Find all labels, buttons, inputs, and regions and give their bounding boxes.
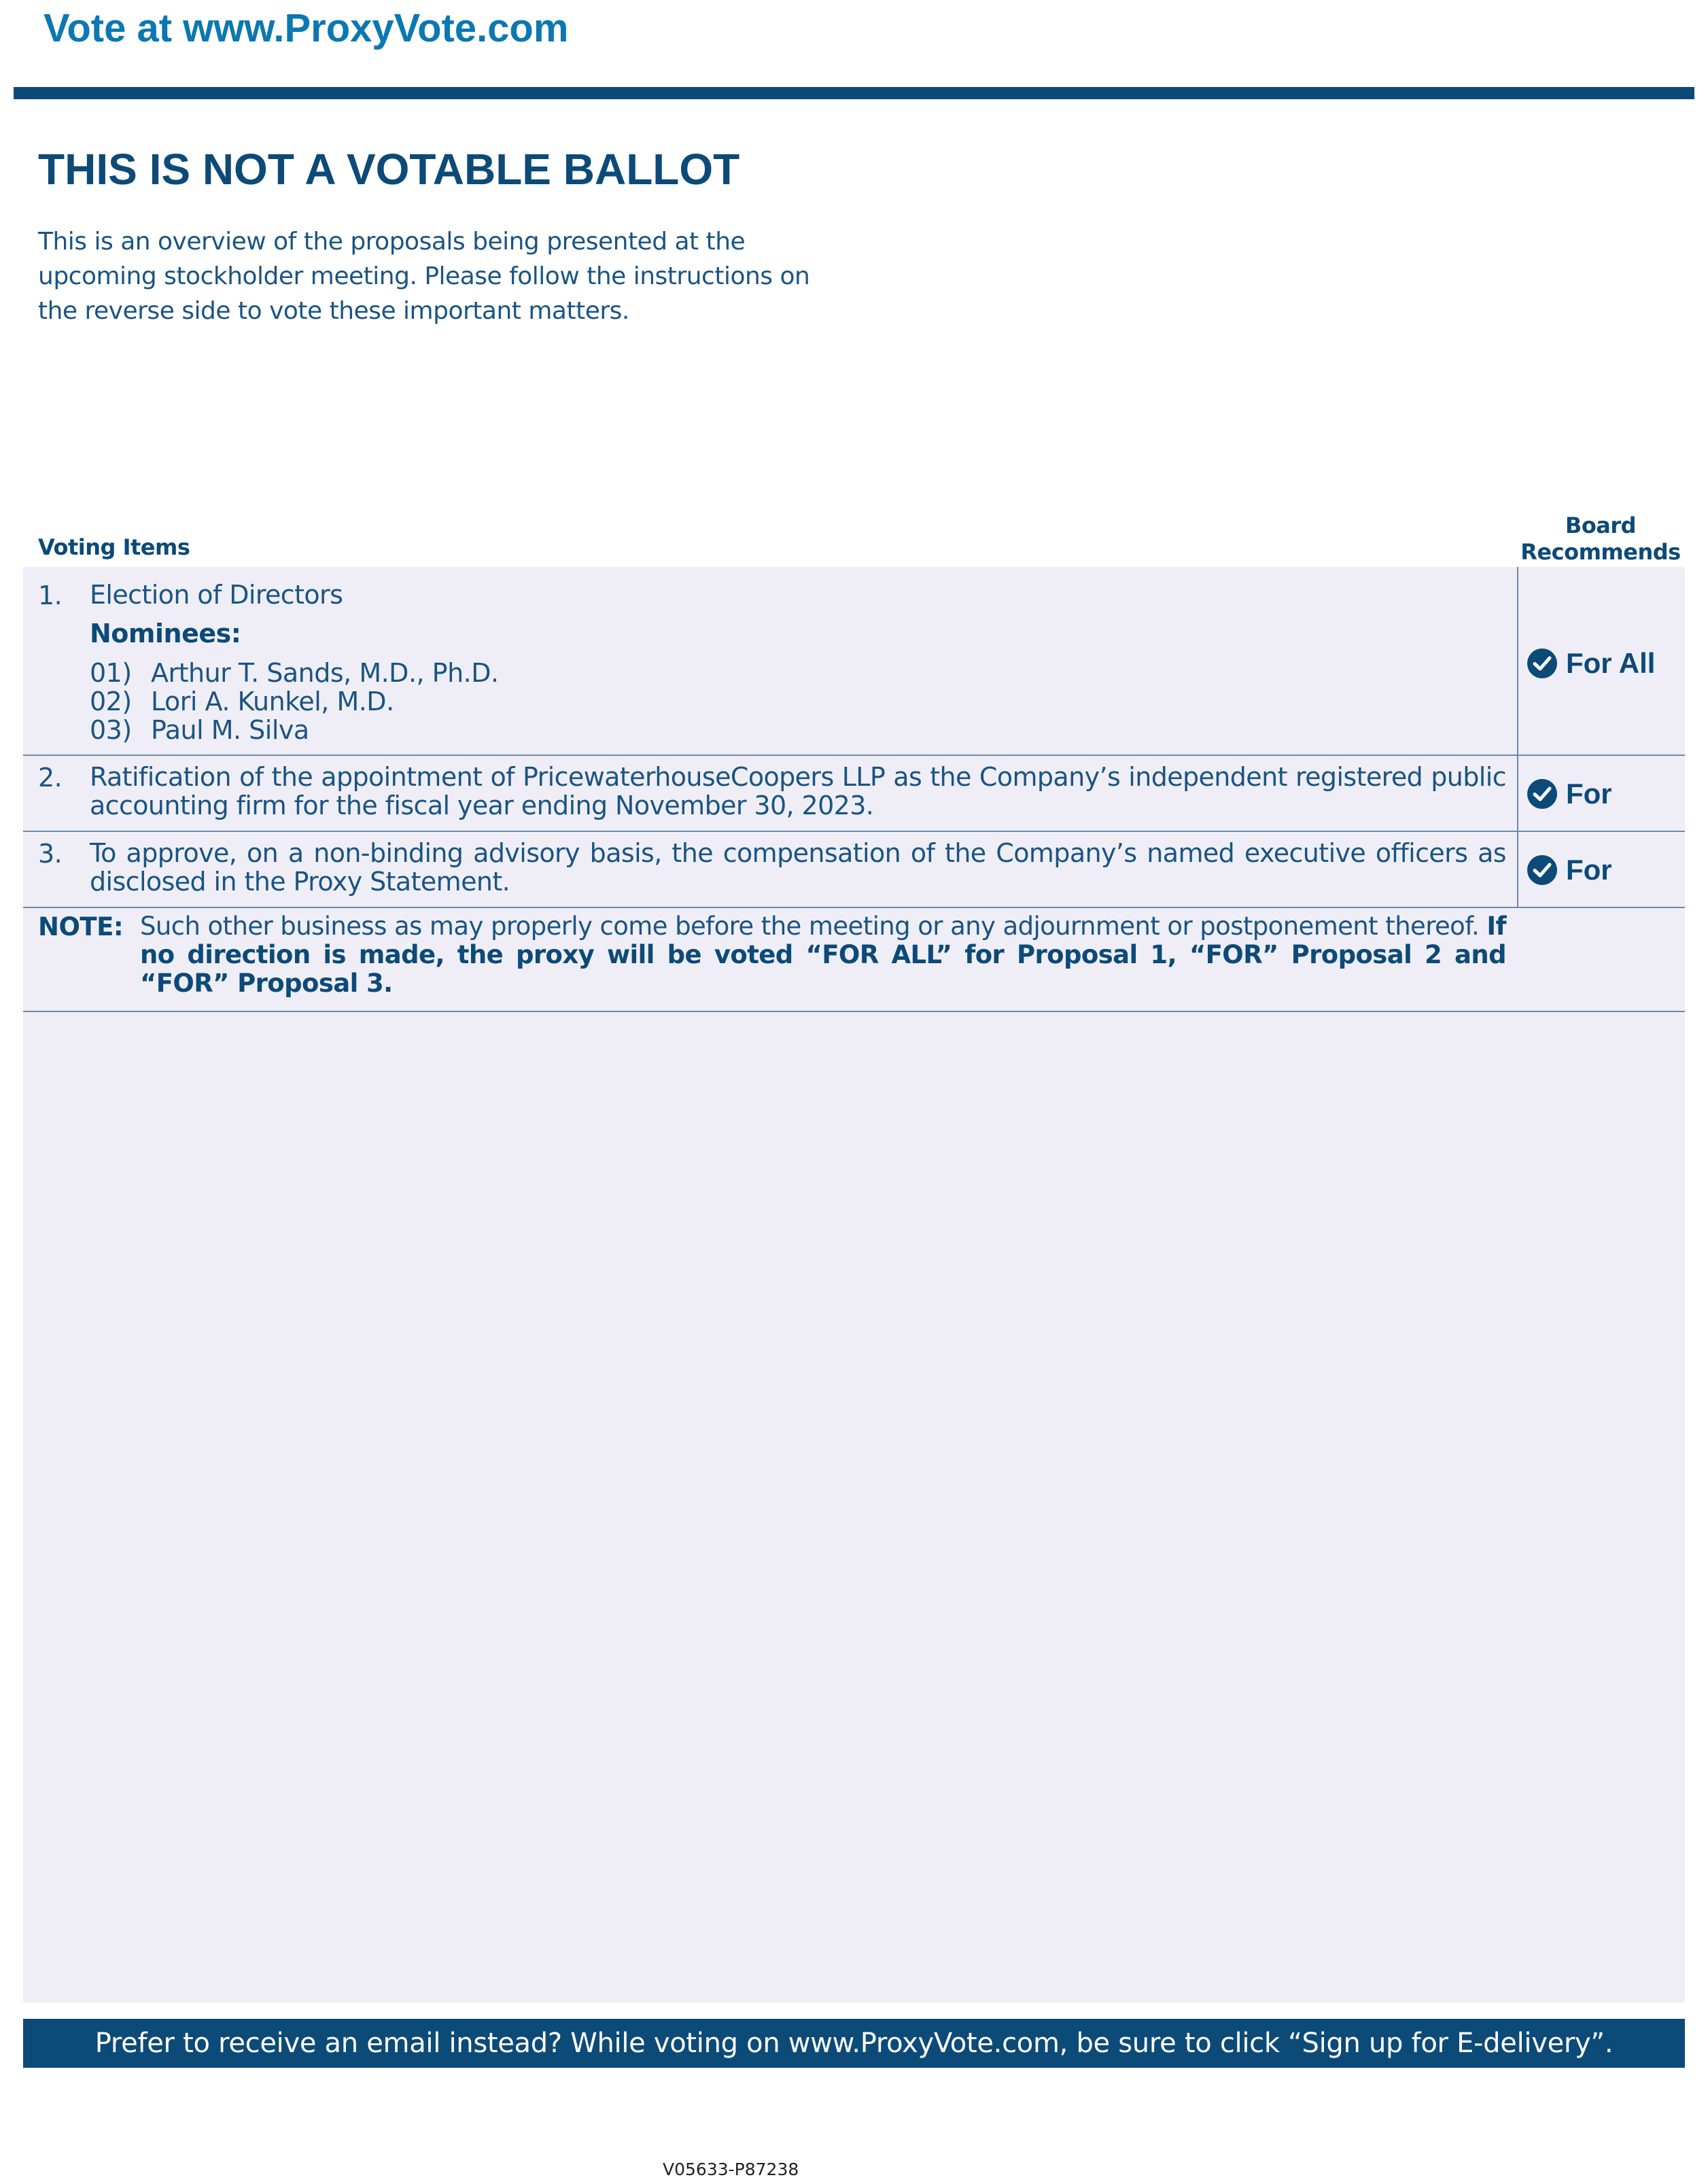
nominee-number: 01) xyxy=(90,658,132,688)
note-label: NOTE: xyxy=(38,912,124,941)
row-divider xyxy=(23,907,1685,908)
header-divider xyxy=(14,87,1694,99)
intro-line-3: the reverse side to vote these important matters. xyxy=(38,297,629,325)
document-code: V05633-P87238 xyxy=(663,2160,799,2179)
proposal-3-number: 3. xyxy=(38,839,63,869)
intro-line-2: upcoming stockholder meeting. Please follow the instructions on xyxy=(38,262,810,290)
row-divider xyxy=(23,1011,1685,1012)
intro-paragraph xyxy=(38,224,894,328)
board-recommends-line-1: Board xyxy=(1565,513,1637,538)
edelivery-text: Prefer to receive an email instead? While voting on www.ProxyVote.com, be sure to click “Sign up for E-delivery”. xyxy=(94,2028,1614,2059)
nominee-name: Arthur T. Sands, M.D., Ph.D. xyxy=(151,658,499,688)
edelivery-banner xyxy=(23,2019,1685,2068)
row-divider xyxy=(23,755,1685,756)
nominee-item xyxy=(90,687,394,716)
check-circle-icon xyxy=(1527,648,1558,679)
board-recommends-line-2: Recommends xyxy=(1520,539,1681,565)
row-divider xyxy=(23,831,1685,832)
proposal-1-recommendation xyxy=(1527,647,1655,680)
check-circle-icon xyxy=(1527,778,1558,810)
nominee-name: Lori A. Kunkel, M.D. xyxy=(151,687,394,716)
recommendation-label: For xyxy=(1566,778,1612,810)
check-circle-icon xyxy=(1527,854,1558,886)
note-text xyxy=(140,912,1506,998)
recommendation-label: For xyxy=(1566,854,1612,886)
note-body: Such other business as may properly come before the meeting or any adjournment or postponement thereof. xyxy=(140,912,1480,941)
nominee-number: 02) xyxy=(90,687,132,716)
nominee-name: Paul M. Silva xyxy=(151,715,309,745)
proposal-2-text: Ratification of the appointment of PricewaterhouseCoopers LLP as the Company’s independent registered public accounting firm for the fiscal year ending November 30, 2023. xyxy=(90,762,1506,820)
recommendation-label: For All xyxy=(1566,647,1656,679)
proposal-2-recommendation xyxy=(1527,778,1612,810)
vote-link-header[interactable]: Vote at www.ProxyVote.com xyxy=(43,6,569,50)
proposal-2-number: 2. xyxy=(38,763,63,793)
proposal-3-recommendation xyxy=(1527,854,1612,886)
note-bold-text: If no direction is made, the proxy will be voted “FOR ALL” for Proposal 1, “FOR” Proposal 2 and “FOR” Proposal 3. xyxy=(140,912,1506,998)
proposal-1-number: 1. xyxy=(38,580,63,610)
board-recommends-header xyxy=(1514,513,1687,566)
proposal-1-title: Election of Directors xyxy=(90,580,343,610)
intro-line-1: This is an overview of the proposals being presented at the xyxy=(38,228,746,256)
voting-items-header: Voting Items xyxy=(38,534,190,560)
nominee-item xyxy=(90,658,499,688)
recommendation-column-divider xyxy=(1517,567,1518,907)
nominee-item xyxy=(90,715,309,745)
page-title: THIS IS NOT A VOTABLE BALLOT xyxy=(38,145,740,194)
nominees-label: Nominees: xyxy=(90,619,241,648)
nominee-number: 03) xyxy=(90,715,132,745)
proposal-3-text: To approve, on a non-binding advisory basis, the compensation of the Company’s named executive officers as disclosed in the Proxy Statement. xyxy=(90,838,1506,897)
